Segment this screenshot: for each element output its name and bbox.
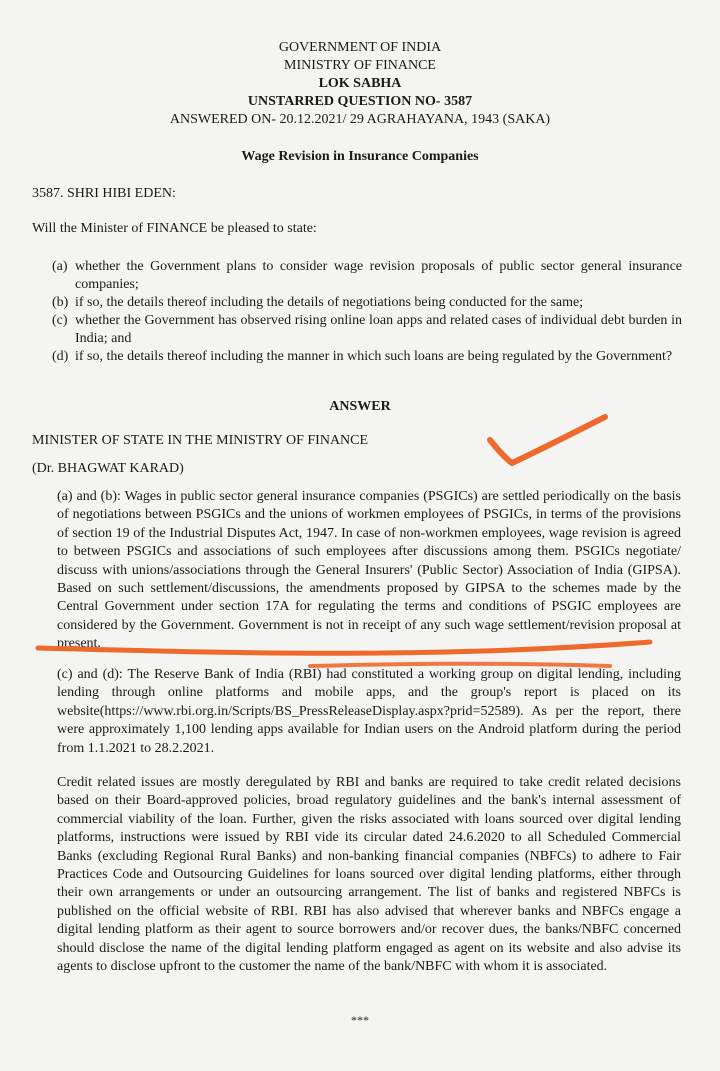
minister-name: (Dr. BHAGWAT KARAD)	[32, 461, 184, 476]
checkmark-annotation	[490, 417, 605, 463]
underline-annotation	[38, 642, 650, 653]
question-label: (c)	[52, 313, 68, 328]
minister-title: MINISTER OF STATE IN THE MINISTRY OF FINANCE	[32, 433, 369, 448]
question-intro: Will the Minister of FINANCE be pleased to state:	[32, 221, 317, 236]
subject-title: Wage Revision in Insurance Companies	[241, 149, 479, 164]
answer-heading: ANSWER	[329, 399, 391, 414]
strike-annotation	[310, 664, 610, 666]
header-government: GOVERNMENT OF INDIA	[278, 40, 442, 55]
question-label: (b)	[52, 295, 69, 310]
header-house: LOK SABHA	[318, 76, 402, 91]
question-text: if so, the details thereof including the details of negotiations being conducted for the same;	[75, 295, 584, 310]
questioner: 3587. SHRI HIBI EDEN:	[32, 186, 176, 201]
question-label: (d)	[52, 349, 69, 364]
answer-paragraph-credit: Credit related issues are mostly deregulated by RBI and banks are required to take credit related decisions based on their Board-approved policies, broad regulatory guidelines and the bank's internal assessment of commercial viability of the loan. Further, given the risks associated with loans sourced over digital lending platforms, instructions were issued by RBI vide its circular dated 24.6.2020 to all Scheduled Commercial Banks (excluding Regional Rural Banks) and non-banking financial companies (NBFCs) to adhere to Fair Practices Code and Outsourcing Guidelines for loans sourced over digital lending platforms, either through their own arrangements or under an outsourcing arrangement. The list of banks and registered NBFCs is published on the official website of RBI. RBI has also advised that wherever banks and NBFCs engage a digital lending platform as their agent to source borrowers and/or recover dues, the banks/NBFC concerned should disclose the name of the digital lending platform engaged as agent on its website and also advise its agents to disclose upfront to the customer the name of the bank/NBFC with whom it is associated.	[57, 775, 681, 975]
question-text: whether the Government has observed rising online loan apps and related cases of individual debt burden in India; and	[75, 313, 682, 346]
question-text: if so, the details thereof including the manner in which such loans are being regulated by the Government?	[75, 349, 673, 364]
header-question-number: UNSTARRED QUESTION NO- 3587	[247, 94, 473, 109]
answer-paragraph-ab: (a) and (b): Wages in public sector general insurance companies (PSGICs) are settled periodically on the basis of negotiations between PSGICs and the unions of workmen employees of PSGICs, in terms of the provisions of section 19 of the Industrial Disputes Act, 1947. In case of non-workmen employees, wage revision is agreed to between PSGICs and associations of such employees after discussions among them. PSGICs negotiate/ discuss with unions/associations through the General Insurers' (Public Sector) Association of India (GIPSA). Based on such settlement/discussions, the amendments proposed by GIPSA to the schemes made by the Central Government under section 17A for regulating the terms and conditions of PSGIC employees are considered by the Government. Government is not in receipt of any such wage settlement/revision proposal at present.	[57, 489, 681, 652]
question-label: (a)	[52, 259, 68, 274]
answer-paragraph-cd: (c) and (d): The Reserve Bank of India (RBI) had constituted a working group on digital lending, including lending through online platforms and mobile apps, and the group's report is placed on its website(https://www.rbi.org.in/Scripts/BS_PressReleaseDisplay.aspx?prid=52589). As per the report, there were approximately 1,100 lending apps available for Indian users on the Android platform during the period from 1.1.2021 to 28.2.2021.	[57, 667, 681, 756]
header-ministry: MINISTRY OF FINANCE	[284, 58, 436, 73]
header-answered-on: ANSWERED ON- 20.12.2021/ 29 AGRAHAYANA, 1943 (SAKA)	[169, 112, 551, 127]
question-text: whether the Government plans to consider wage revision proposals of public sector general insurance companies;	[75, 259, 682, 292]
footer-mark: ***	[351, 1013, 369, 1027]
